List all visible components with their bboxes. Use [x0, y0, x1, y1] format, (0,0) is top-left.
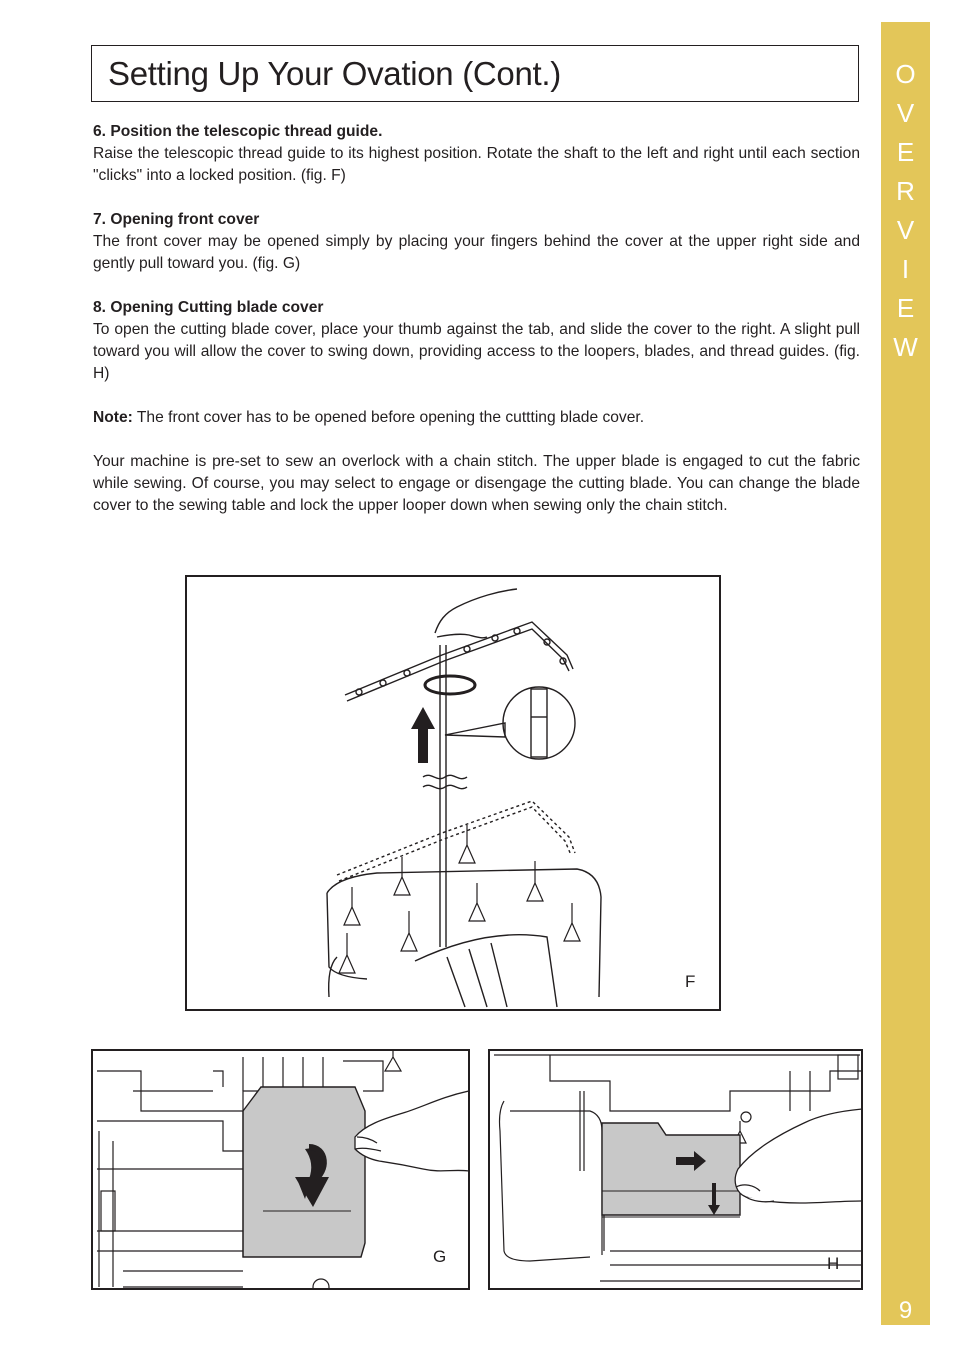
- body-text: [93, 121, 860, 517]
- blade-cover-illustration: [490, 1051, 863, 1290]
- note: [93, 407, 860, 429]
- side-tab-letter: V: [896, 98, 915, 128]
- figure-h-label: H: [827, 1254, 840, 1273]
- section-8-body: To open the cutting blade cover, place your thumb against the tab, and slide the cover to the right. A slight pull toward you will allow the cover to swing down, providing access to the loopers, blades, and thread guides. (fig. H): [93, 321, 860, 382]
- section-8-heading: 8. Opening Cutting blade cover: [93, 299, 324, 316]
- section-7-heading: 7. Opening front cover: [93, 211, 260, 228]
- note-body: The front cover has to be opened before opening the cuttting blade cover.: [132, 409, 645, 426]
- side-tab: [881, 22, 930, 1325]
- section-6-heading: 6. Position the telescopic thread guide.: [93, 123, 383, 140]
- figure-g: [91, 1049, 470, 1290]
- side-tab-letter: E: [896, 293, 915, 323]
- front-cover-illustration: [93, 1051, 470, 1290]
- section-7-body: The front cover may be opened simply by placing your fingers behind the cover at the upper right side and gently pull toward you. (fig. G): [93, 233, 860, 272]
- figure-g-label: G: [433, 1247, 447, 1266]
- page-number: 9: [898, 1297, 913, 1324]
- closing-paragraph: Your machine is pre-set to sew an overlock with a chain stitch. The upper blade is engaged to cut the fabric while sewing. Of course, you may select to engage or disengage the cutting blade. You can change the blade cover to the sewing table and lock the upper looper down when sewing only the chain stitch.: [93, 453, 860, 514]
- section-6-body: Raise the telescopic thread guide to its highest position. Rotate the shaft to the left and right until each section "clicks" into a locked position. (fig. F): [93, 145, 860, 184]
- figure-f: [185, 575, 721, 1011]
- side-tab-letter: W: [893, 332, 918, 362]
- side-tab-letter: I: [901, 254, 910, 284]
- figure-h: [488, 1049, 863, 1290]
- section-7: [93, 209, 860, 275]
- side-tab-letter: R: [896, 176, 915, 206]
- side-tab-letters: [881, 55, 930, 367]
- title-box: [91, 45, 859, 102]
- side-tab-letter: V: [896, 215, 915, 245]
- page-title: Setting Up Your Ovation (Cont.): [108, 55, 561, 92]
- side-tab-letter: E: [896, 137, 915, 167]
- thread-guide-illustration: [187, 577, 721, 1011]
- side-tab-letter: O: [895, 59, 916, 89]
- section-8: [93, 297, 860, 385]
- section-6: [93, 121, 860, 187]
- note-label: Note:: [93, 409, 133, 426]
- figure-f-label: F: [685, 972, 696, 991]
